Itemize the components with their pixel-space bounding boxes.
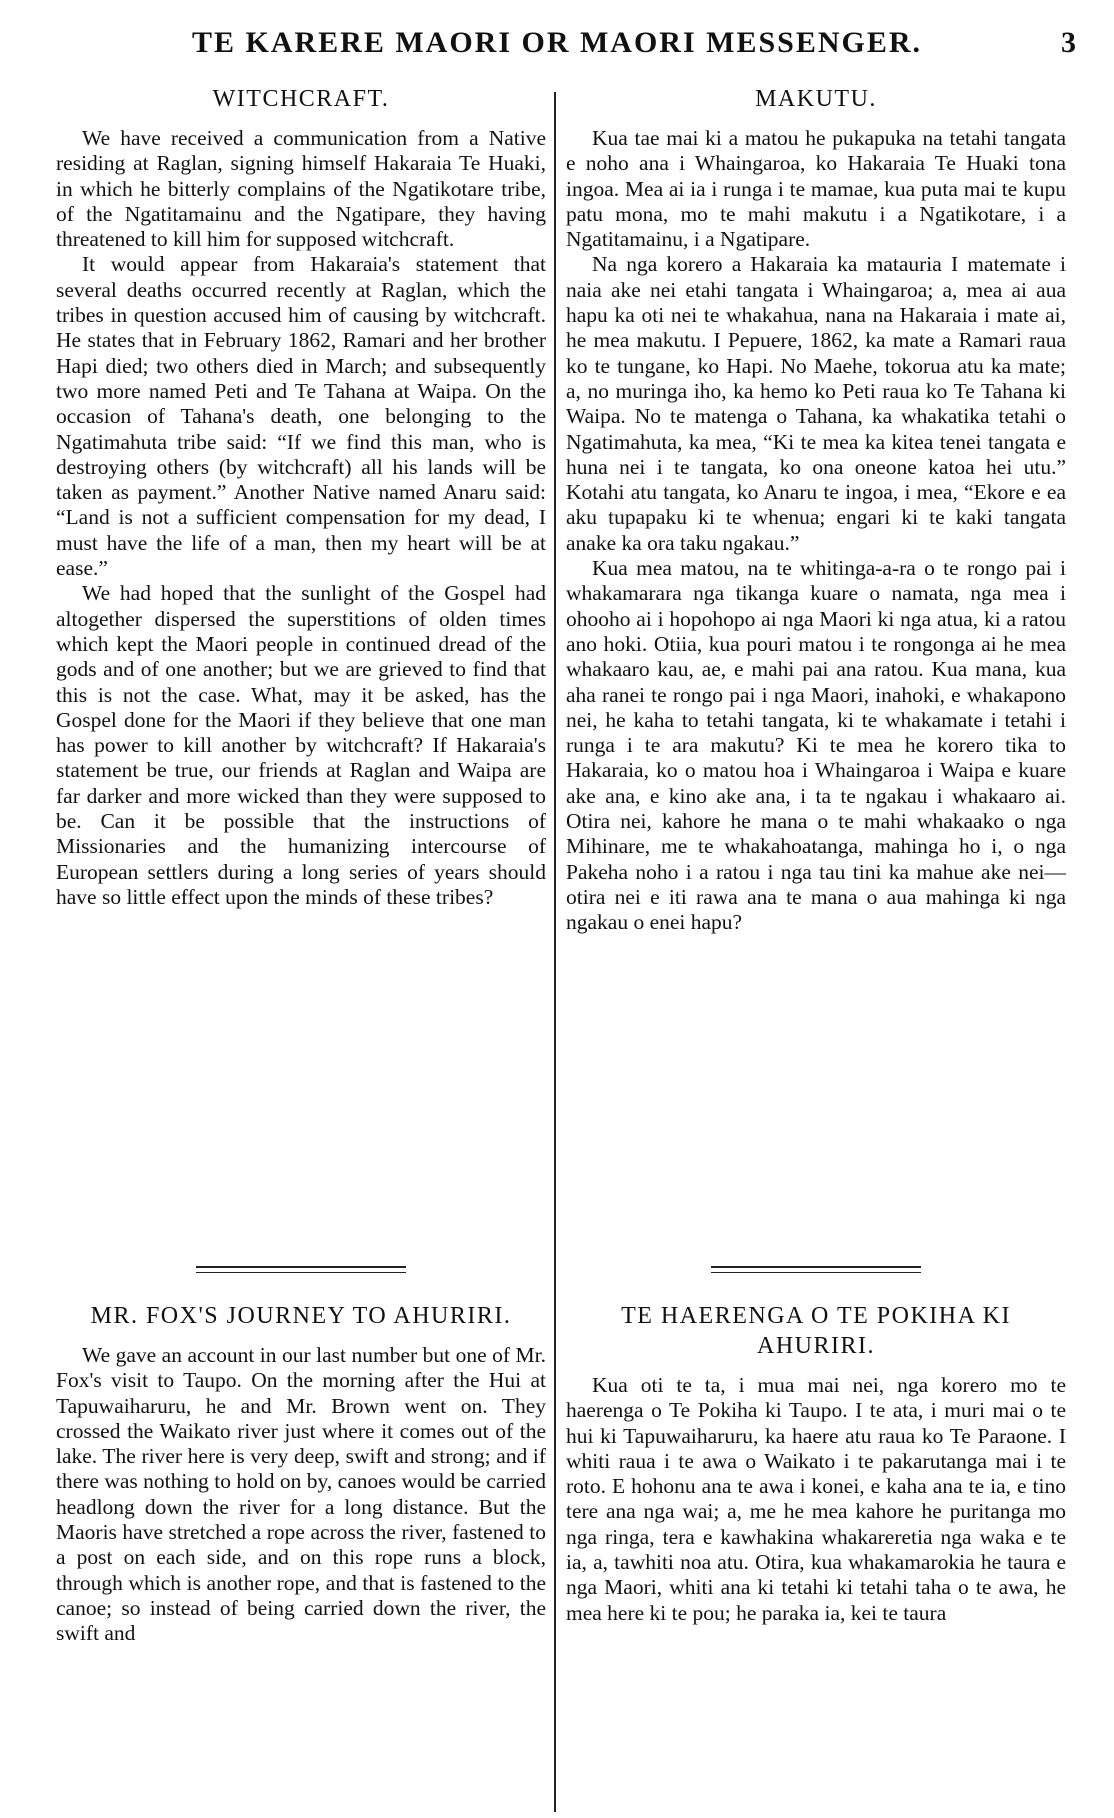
english-column bbox=[56, 84, 546, 910]
article-heading: MAKUTU. bbox=[755, 86, 877, 112]
maori-column-lower bbox=[566, 1292, 1066, 1626]
article-paragraph: We gave an account in our last number but one of Mr. Fox's visit to Taupo. On the morning after the Hui at Tapuwaiharuru, he and Mr. Brown went on. They crossed the Waikato river just where it comes out of the lake. The river here is very deep, swift and strong; and if there was nothing to hold on by, canoes would be carried headlong down the river for a long distance. But the Maoris have stretched a rope across the river, fastened to a post on each side, and on this rope runs a block, through which is another rope, and that is fastened to the canoe; so instead of being carried down the river, the swift and bbox=[56, 1343, 546, 1646]
english-column-lower bbox=[56, 1292, 546, 1647]
newspaper-title: TE KARERE MAORI OR MAORI MESSENGER. bbox=[191, 26, 923, 59]
article-paragraph: Kua mea matou, na te whitinga-a-ra o te rongo pai i whakamarara nga tikanga kuare o namata, nga mea i ohooho ai i hopohopo ai nga Maori ki nga atua, ki a ratou ano hoki. Otiia, kua pouri matou i te rongonga ai he mea whakaaro kau, ae, e mahi pai ana ratou. Kua mana, kua aha ranei te rongo pai i nga Maori, inahoki, e whakapono nei, he kaha to tetahi tangata, ki te whakamate i tetahi i runga i te ara makutu? Ki te mea he korero tika to Hakaraia, ko o matou hoa i Whaingaroa i Waipa e kuare ake ana, e kino ake ana, i ta te ngakau i whakaaro ai. Otira nei, kahore he mana o te mahi whakaako o nga Mihinare, me te whakahoatanga, mahinga ho i, o nga Pakeha noho i a ratou i nga tau tini ka mahue ake nei—otira nei e iti rawa ana te mana o aua mahinga ki nga ngakau o enei hapu? bbox=[566, 556, 1066, 935]
article-heading: MR. FOX'S JOURNEY TO AHURIRI. bbox=[90, 1303, 512, 1329]
page-number: 3 bbox=[1061, 26, 1076, 59]
article-paragraph: It would appear from Hakaraia's statement that several deaths occurred recently at Raglan, which the tribes in question accused him of causing by witchcraft. He states that in February 1862, Ramari and her brother Hapi died; two others died in March; and subsequently two more named Peti and Te Tahana at Waipa. On the occasion of Tahana's death, one belonging to the Ngatimahuta tribe said: “If we find this man, who is destroying others (by witchcraft) all his lands will be taken as payment.” Another Native named Anaru said: “Land is not a sufficient compensation for my dead, I must have the life of a man, then my heart will be at ease.” bbox=[56, 252, 546, 581]
article-paragraph: We had hoped that the sunlight of the Gospel had altogether dispersed the superstitions of olden times which kept the Maori people in continued dread of the gods and of one another; but we are grieved to find that this is not the case. What, may it be asked, has the Gospel done for the Maori if they believe that one man has power to kill another by witchcraft? If Hakaraia's statement be true, our friends at Raglan and Waipa are far darker and more wicked than they were supposed to be. Can it be possible that the instructions of Missionaries and the humanizing intercourse of European settlers during a long series of years should have so little effect upon the minds of these tribes? bbox=[56, 581, 546, 909]
article-heading: WITCHCRAFT. bbox=[212, 86, 390, 112]
article-paragraph: Na nga korero a Hakaraia ka matauria I matemate i naia ake nei etahi tangata i Whaingaroa; a, mea ai aua hapu ka oti nei te whakahua, nana na Hakaraia i mate ai, he mea makutu. I Pepuere, 1862, ka mate a Ramari raua ko te tungane, ko Hapi. No Maehe, tokorua atu ka mate; a, no muringa iho, ka hemo ko Peti raua ko Te Tahana ki Waipa. No te matenga o Tahana, ka whakatika tetahi o Ngatimahuta, ka mea, “Ki te mea ka kitea tenei tangata e huna nei i te tangata, ko ona oneone katoa hei utu.” Kotahi atu tangata, ko Anaru te ingoa, i mea, “Ekore e ea aku tupapaku ki te whenua; engari ki te kaki tangata anake ka ora taku ngakau.” bbox=[566, 252, 1066, 555]
page-header bbox=[0, 26, 1114, 66]
article-heading: TE HAERENGA O TE POKIHA KI AHURIRI. bbox=[621, 1303, 1011, 1359]
article-fox-journey bbox=[56, 1266, 546, 1647]
article-makutu bbox=[566, 84, 1066, 936]
article-paragraph: Kua oti te ta, i mua mai nei, nga korero mo te haerenga o Te Pokiha ki Taupo. I te ata, i muri mai o te hui ki Tapuwaiharuru, ka haere atu raua ko Te Paraone. I whiti raua i te awa o Waikato i te pakarutanga mai i te roto. E hohonu ana te awa i konei, e kaha ana te ia, e tino tere ana nga wai; a, me he mea kahore he puritanga mo nga ringa, tera e kawhakina whakareretia nga waka e te ia, a, tawhiti noa atu. Otira, kua whakamarokia he taura e nga Maori, whiti ana ki tetahi ki tetahi taha o te awa, he mea here ki te pou; he paraka ia, kei te taura bbox=[566, 1373, 1066, 1625]
column-divider bbox=[554, 92, 556, 1812]
article-paragraph: We have received a communication from a Native residing at Raglan, signing himself Hakaraia Te Huaki, in which he bitterly complains of the Ngatikotare tribe, of the Ngatitamainu and the Ngatipare, they having threatened to kill him for supposed witchcraft. bbox=[56, 126, 546, 252]
article-pokiha-journey bbox=[566, 1266, 1066, 1626]
section-rule bbox=[196, 1266, 406, 1273]
maori-column bbox=[566, 84, 1066, 936]
section-rule bbox=[711, 1266, 921, 1273]
article-paragraph: Kua tae mai ki a matou he pukapuka na tetahi tangata e noho ana i Whaingaroa, ko Hakaraia Te Huaki tona ingoa. Mea ai ia i runga i te mamae, kua puta mai te kupu patu mona, mo te mahi makutu i a Ngatikotare, i a Ngatitamainu, i a Ngatipare. bbox=[566, 126, 1066, 252]
article-witchcraft bbox=[56, 84, 546, 910]
